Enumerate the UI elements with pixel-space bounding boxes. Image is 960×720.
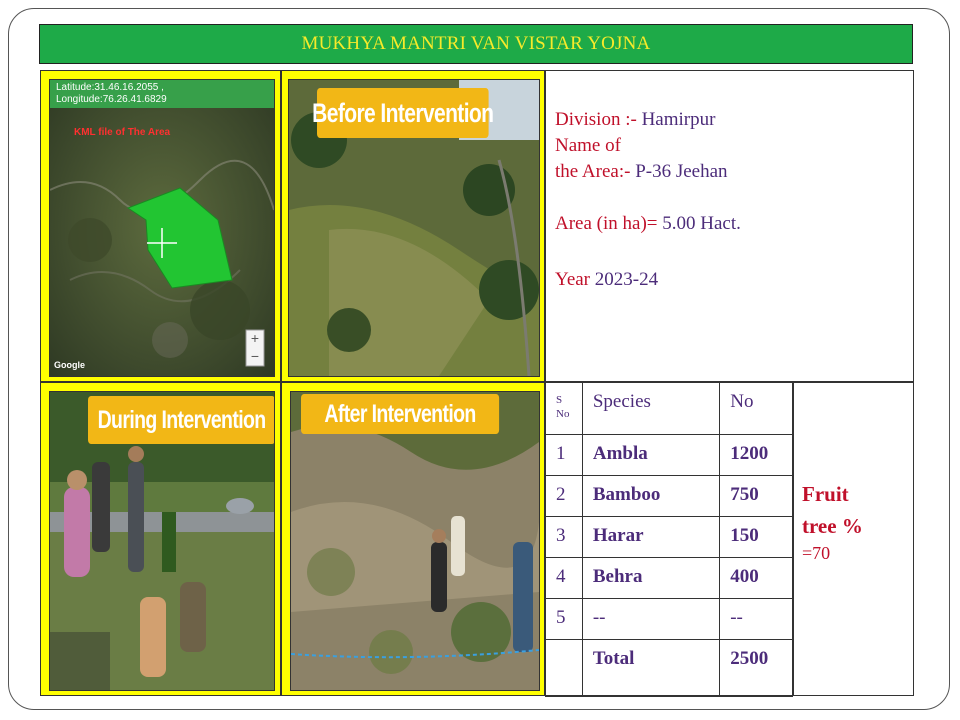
after-banner: After Intervention [301, 394, 499, 434]
total-sno-cell [546, 640, 583, 697]
species-cell: Bamboo [582, 476, 719, 517]
satellite-map [49, 79, 275, 377]
sno-cell: 1 [546, 435, 583, 476]
page-title: MUKHYA MANTRI VAN VISTAR YOJNA [39, 24, 913, 64]
no-cell: 400 [720, 558, 793, 599]
no-header: No [720, 383, 793, 435]
species-cell: Behra [582, 558, 719, 599]
no-cell: -- [720, 599, 793, 640]
year-value: 2023-24 [594, 269, 659, 290]
year-label: Year [555, 269, 595, 290]
area-size-value: 5.00 Hact. [662, 213, 741, 234]
sno-header: S No [546, 383, 583, 435]
area-size-line [555, 211, 913, 237]
year-line [555, 267, 913, 293]
table-row [546, 558, 793, 599]
satellite-map-image [50, 80, 274, 376]
zoom-in-button[interactable]: + [250, 330, 260, 346]
division-line [555, 107, 913, 133]
species-header: Species [582, 383, 719, 435]
longitude-label: Longitude:76.26.41.6829 [56, 94, 167, 105]
map-attribution: Google [54, 360, 85, 370]
no-cell: 150 [720, 517, 793, 558]
sno-cell: 4 [546, 558, 583, 599]
kml-label: KML file of The Area [74, 127, 171, 138]
zoom-out-button[interactable]: − [250, 348, 260, 364]
division-value: Hamirpur [641, 109, 716, 130]
total-value: 2500 [720, 640, 793, 697]
fruit-note-line1: Fruit [802, 482, 849, 506]
fruit-note-line2: tree % [802, 514, 863, 538]
after-photo-image [291, 392, 539, 690]
sno-cell: 2 [546, 476, 583, 517]
table-header-row [546, 383, 793, 435]
fruit-note-line3: =70 [802, 543, 831, 563]
map-cell [40, 70, 281, 382]
species-cell: Harar [582, 517, 719, 558]
table-row [546, 435, 793, 476]
division-label: Division :- [555, 109, 642, 130]
area-name-value: P-36 Jeehan [635, 161, 728, 182]
area-name-label: Name of [555, 135, 621, 156]
total-row [546, 640, 793, 697]
area-name-line [555, 159, 913, 185]
species-cell: -- [582, 599, 719, 640]
fruit-tree-note [802, 478, 902, 564]
area-name-label-2: the Area:- [555, 161, 636, 182]
before-banner: Before Intervention [317, 88, 489, 138]
species-table [545, 382, 793, 697]
before-photo [288, 79, 540, 377]
no-cell: 750 [720, 476, 793, 517]
no-cell: 1200 [720, 435, 793, 476]
latitude-label: Latitude:31.46.16.2055 , [56, 82, 164, 93]
table-row [546, 517, 793, 558]
table-row [546, 599, 793, 640]
after-photo [290, 391, 540, 691]
table-row [546, 476, 793, 517]
sno-cell: 5 [546, 599, 583, 640]
during-banner: During Intervention [88, 396, 275, 444]
area-info-cell [545, 70, 914, 382]
after-photo-cell [281, 382, 545, 696]
during-photo [49, 391, 275, 691]
area-size-label: Area (in ha)= [555, 213, 663, 234]
during-photo-cell [40, 382, 281, 696]
before-photo-cell [281, 70, 545, 382]
sno-cell: 3 [546, 517, 583, 558]
species-cell: Ambla [582, 435, 719, 476]
total-label: Total [582, 640, 719, 697]
